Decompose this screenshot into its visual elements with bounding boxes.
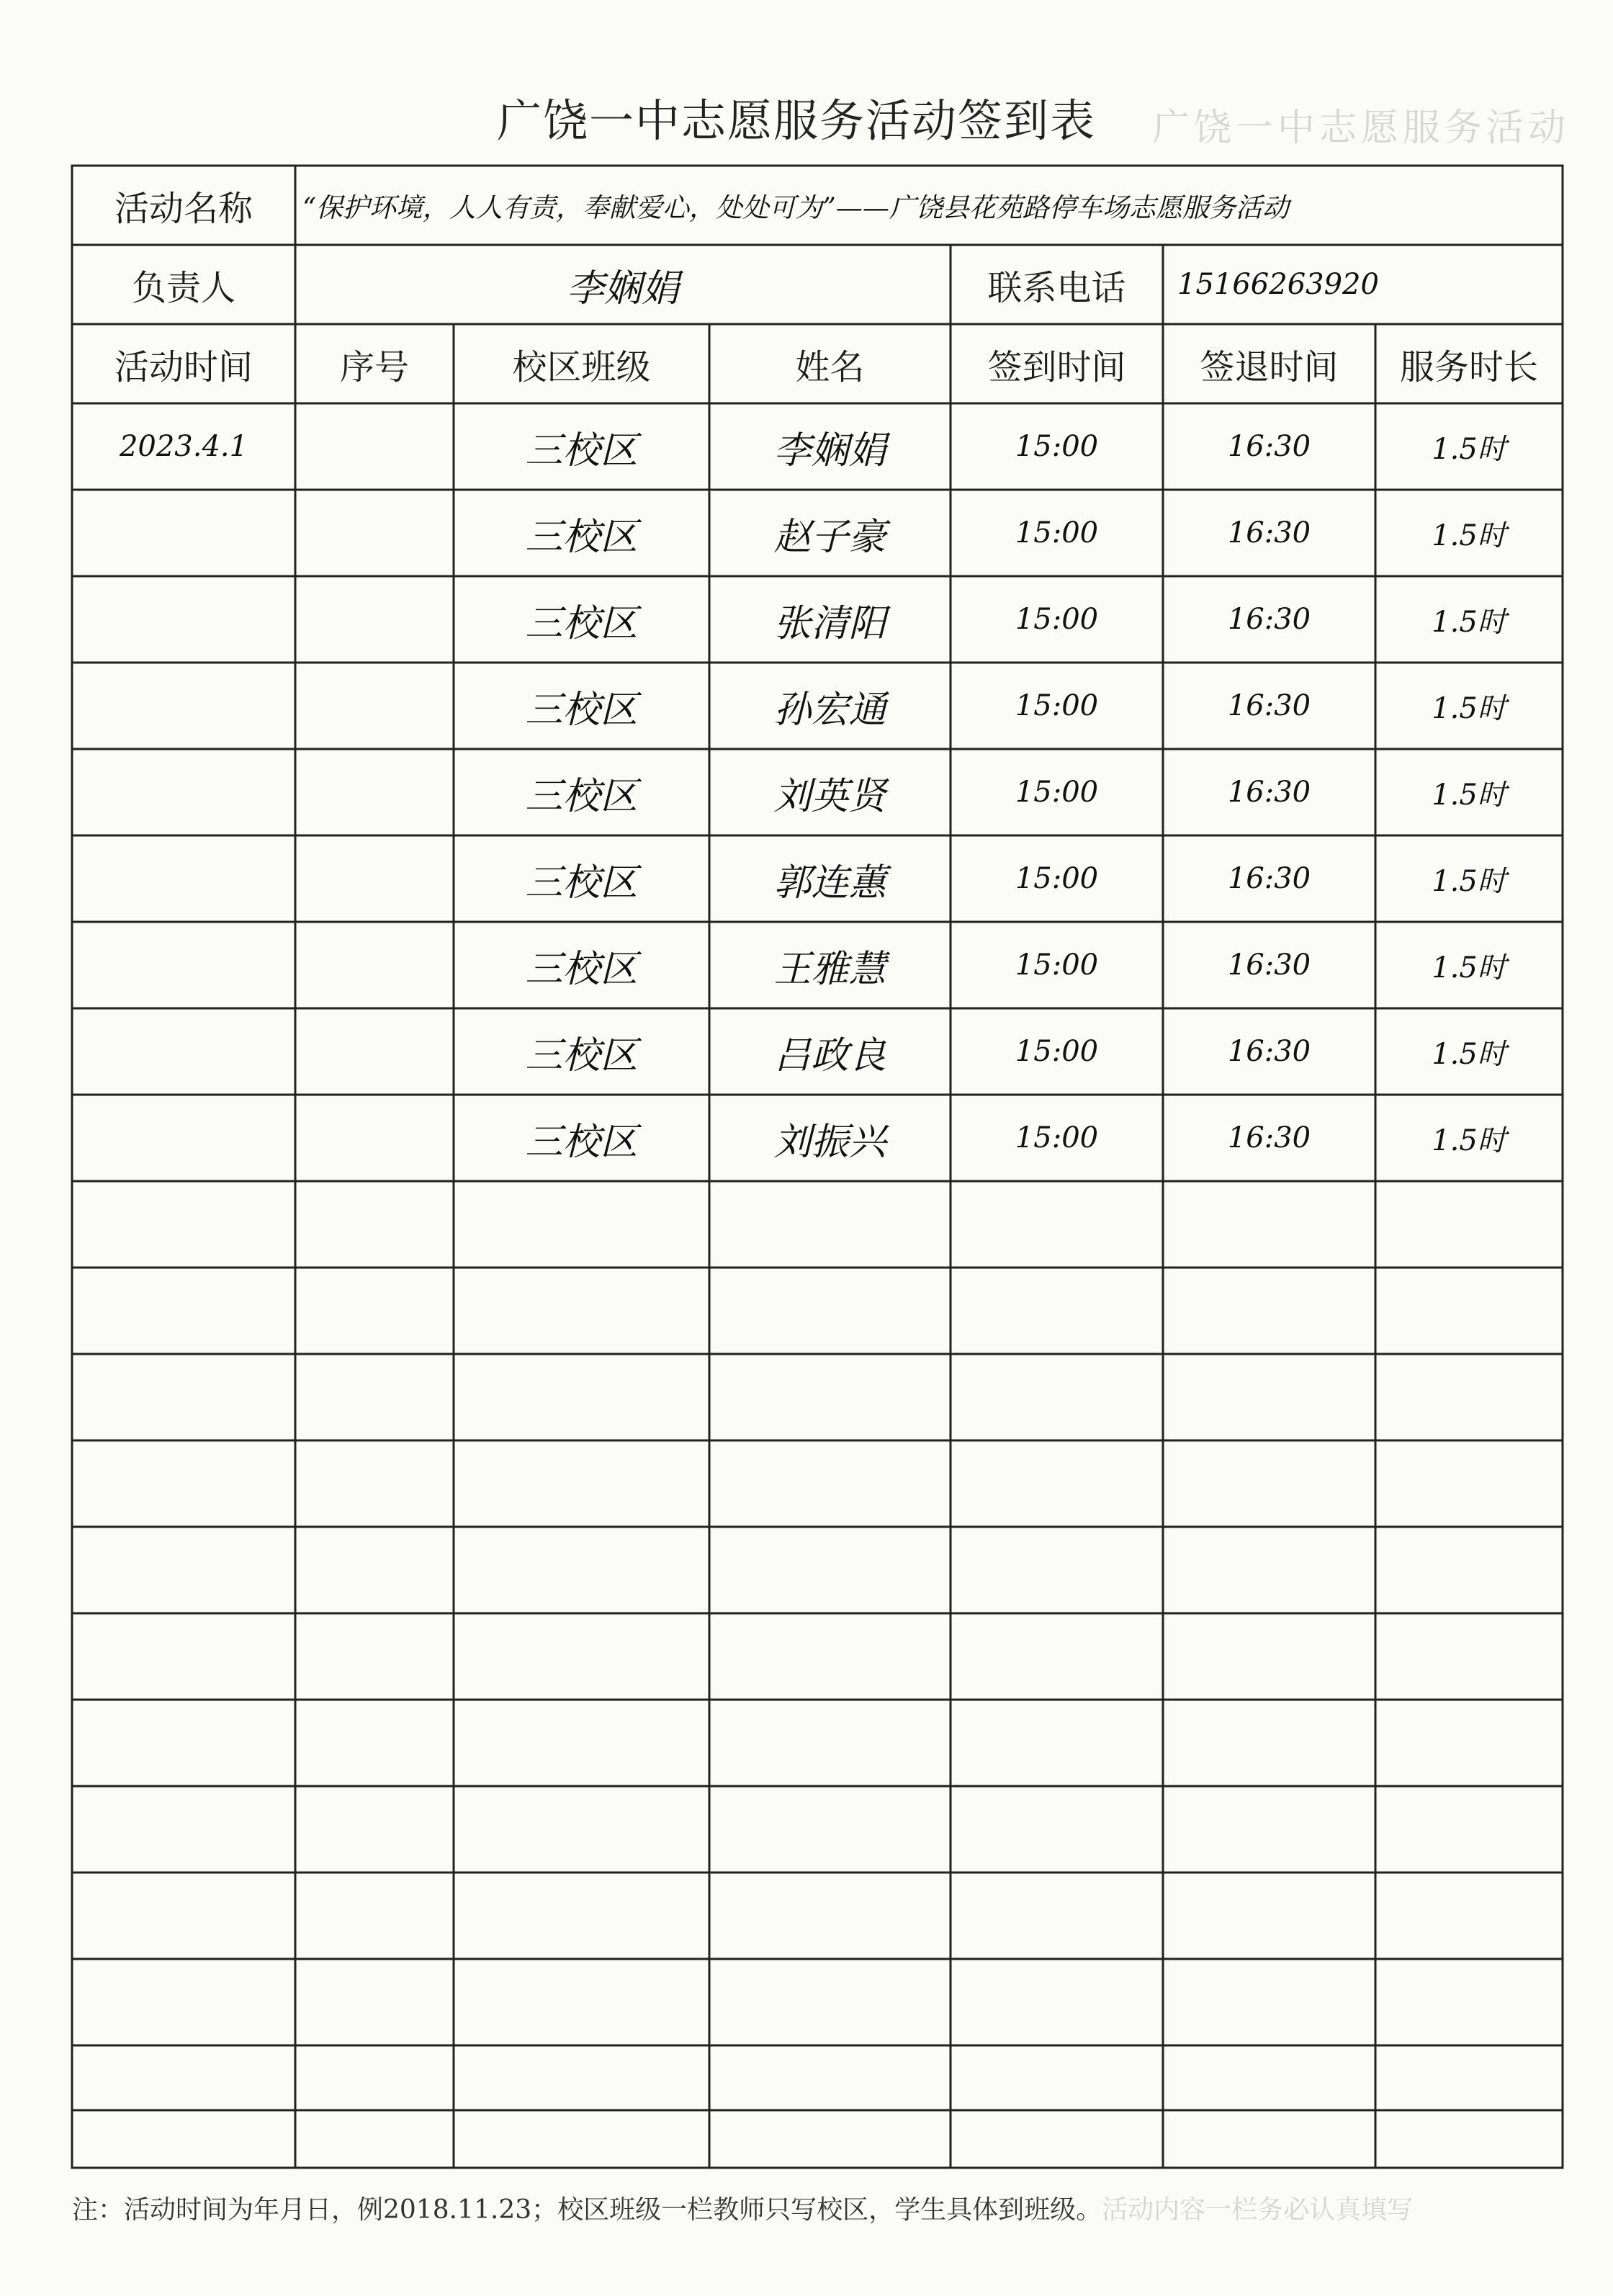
sign-in-cell: 15:00 [1015,603,1099,636]
campus-cell: 三校区 [525,861,638,905]
activity-name-value: “保护环境，人人有责，奉献爱心，处处可为”——广饶县花苑路停车场志愿服务活动 [302,192,1289,223]
name-cell: 王雅慧 [773,947,886,991]
label-activity-name: 活动名称 [114,188,253,229]
col-duration: 服务时长 [1399,346,1538,387]
name-cell: 孙宏通 [773,688,886,732]
col-campus-class: 校区班级 [512,346,651,387]
duration-cell: 1.5时 [1432,691,1506,725]
name-cell: 赵子豪 [773,515,886,559]
name-cell: 张清阳 [773,601,886,645]
label-leader: 负责人 [131,267,235,308]
sign-in-cell: 15:00 [1015,862,1099,895]
name-cell: 郭连蕙 [773,861,886,905]
sign-in-cell: 15:00 [1015,516,1099,550]
footnote-text: 注：活动时间为年月日，例2018.11.23；校区班级一栏教师只写校区，学生具体到班级。 [72,2195,1102,2225]
sign-in-cell: 15:00 [1015,430,1099,463]
sign-in-cell: 15:00 [1015,1121,1099,1154]
campus-cell: 三校区 [525,429,638,472]
sign-in-cell: 15:00 [1015,949,1099,982]
sign-out-cell: 16:30 [1227,949,1311,982]
campus-cell: 三校区 [525,947,638,991]
sign-in-cell: 15:00 [1015,776,1099,809]
name-cell: 李娴娟 [773,429,886,472]
name-cell: 刘英贤 [773,774,886,818]
campus-cell: 三校区 [525,515,638,559]
bleed-through-text: 广饶一中志愿服务活动 [1152,107,1571,150]
campus-cell: 三校区 [525,1120,638,1164]
sign-out-cell: 16:30 [1227,862,1311,895]
duration-cell: 1.5时 [1432,778,1506,812]
duration-cell: 1.5时 [1432,519,1506,552]
col-sign-in: 签到时间 [987,346,1126,387]
col-name: 姓名 [795,346,865,387]
duration-cell: 1.5时 [1432,432,1506,466]
sign-out-cell: 16:30 [1227,1035,1311,1068]
campus-cell: 三校区 [525,601,638,645]
sign-out-cell: 16:30 [1227,1121,1311,1154]
duration-cell: 1.5时 [1432,1124,1506,1157]
phone-value: 15166263920 [1177,268,1379,301]
sign-out-cell: 16:30 [1227,603,1311,636]
col-activity-time: 活动时间 [114,346,253,387]
activity-date: 2023.4.1 [119,430,248,463]
sign-out-cell: 16:30 [1227,776,1311,809]
campus-cell: 三校区 [525,774,638,818]
footnote [72,2189,1413,2226]
leader-value: 李娴娟 [566,266,679,310]
name-cell: 吕政良 [773,1033,886,1077]
sign-out-cell: 16:30 [1227,430,1311,463]
col-seq: 序号 [339,346,409,387]
sign-out-cell: 16:30 [1227,516,1311,550]
sign-in-cell: 15:00 [1015,689,1099,722]
duration-cell: 1.5时 [1432,951,1506,985]
campus-cell: 三校区 [525,688,638,732]
duration-cell: 1.5时 [1432,1037,1506,1071]
col-sign-out: 签退时间 [1200,346,1339,387]
sign-out-cell: 16:30 [1227,689,1311,722]
footnote-bleed-through: 活动内容一栏务必认真填写 [1102,2195,1414,2225]
campus-cell: 三校区 [525,1033,638,1077]
label-phone: 联系电话 [987,267,1126,308]
duration-cell: 1.5时 [1432,864,1506,898]
sign-in-cell: 15:00 [1015,1035,1099,1068]
form-title: 广饶一中志愿服务活动签到表 [497,94,1097,147]
duration-cell: 1.5时 [1432,605,1506,639]
name-cell: 刘振兴 [773,1120,886,1164]
